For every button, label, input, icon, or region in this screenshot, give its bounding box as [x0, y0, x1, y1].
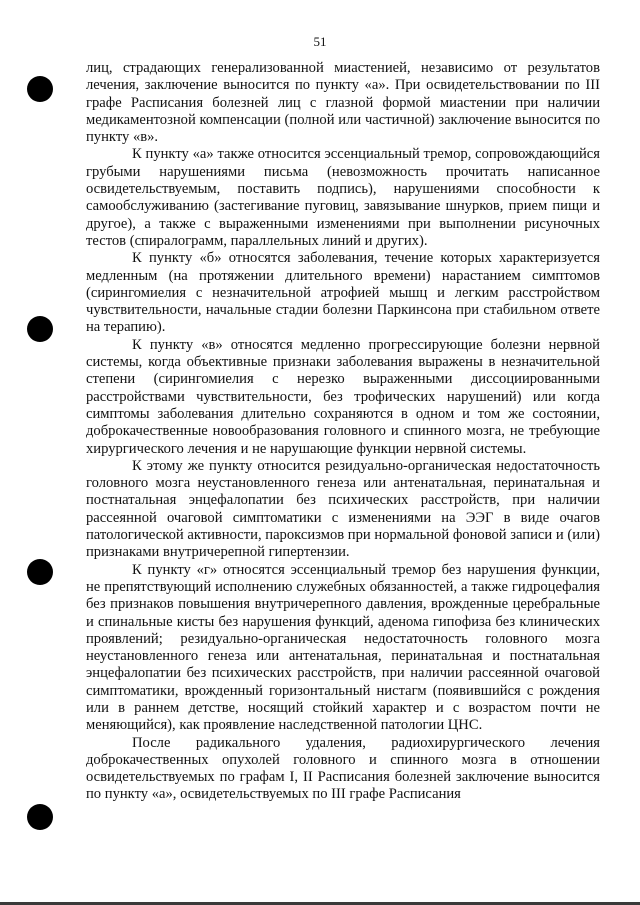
binder-hole — [27, 559, 53, 585]
paragraph-point-g: К пункту «г» относятся эссенциальный тремор без нарушения функции, не препятствующий исполнению служебных обязанностей, а также гидроцефалия без признаков повышения внутричерепного давления, врожденные церебральные и спинальные кисты без нарушения функций, аденома гипофиза без клинических проявлений; резидуально-органическая недостаточность головного мозга неустановленного генеза или антенатальная, перинатальная и постнатальная энцефалопатии без психических расстройств, при наличии рассеянной очаговой симптоматики, врожденный горизонтальный нистагм (появившийся с рождения или в раннем детстве, носящий стойкий характер и с возрастом почти не меняющийся), как проявление наследственной патологии ЦНС. — [86, 561, 600, 734]
paragraph-point-b: К пункту «б» относятся заболевания, течение которых характеризуется медленным (на протяжении длительного времени) нарастанием симптомов (сирингомиелия с незначительной атрофией мышц и легким расстройством чувствительности, начальные стадии болезни Паркинсона при стабильном ответе на терапию). — [86, 250, 600, 336]
paragraph-point-a-tremor: К пункту «а» также относится эссенциальный тремор, сопровождающийся грубыми нарушениями письма (невозможность прочитать написанное освидетельствуемым, поставить подпись), нарушениями способности к самообслуживанию (застегивание пуговиц, завязывание шнурков, прием пищи и другое), а также с выраженными изменениями при выполнении рисуночных тестов (спиралограмм, параллельных линий и других). — [86, 146, 600, 249]
paragraph-miasthenia-continued: лиц, страдающих генерализованной миастенией, независимо от результатов лечения, заключение выносится по пункту «а». При освидетельствовании по III графе Расписания болезней лиц с глазной формой миастении при наличии медикаментозной компенсации (полной или частичной) заключение выносится по пункту «в». — [86, 60, 600, 146]
paragraph-point-v: К пункту «в» относятся медленно прогрессирующие болезни нервной системы, когда объективные признаки заболевания выражены в незначительной степени (сирингомиелия с нерезко выраженными диссоциированными расстройствами чувствительности, без трофических нарушений) или когда симптомы заболевания длительно сохраняются в одном и том же состоянии, доброкачественные новообразования головного и спинного мозга, не требующие хирургического лечения и не нарушающие функции нервной системы. — [86, 336, 600, 457]
binder-hole — [27, 76, 53, 102]
binder-hole — [27, 316, 53, 342]
page-number: 51 — [313, 34, 327, 49]
paragraph-point-v-residual: К этому же пункту относится резидуально-органическая недостаточность головного мозга неустановленного генеза или антенатальная, перинатальная и постнатальная энцефалопатии без психических расстройств, при наличии рассеянной очаговой симптоматики с изменениями на ЭЭГ в виде очагов патологической активности, пароксизмов при нормальной фоновой записи и (или) признаками внутричерепной гипертензии. — [86, 457, 600, 561]
binder-hole — [27, 804, 53, 830]
paragraph-after-surgery: После радикального удаления, радиохирургического лечения доброкачественных опухолей головного и спинного мозга в отношении освидетельствуемых по графам I, II Расписания болезней заключение выносится по пункту «а», освидетельствуемых по III графе Расписания — [86, 734, 600, 803]
document-body — [86, 60, 600, 804]
